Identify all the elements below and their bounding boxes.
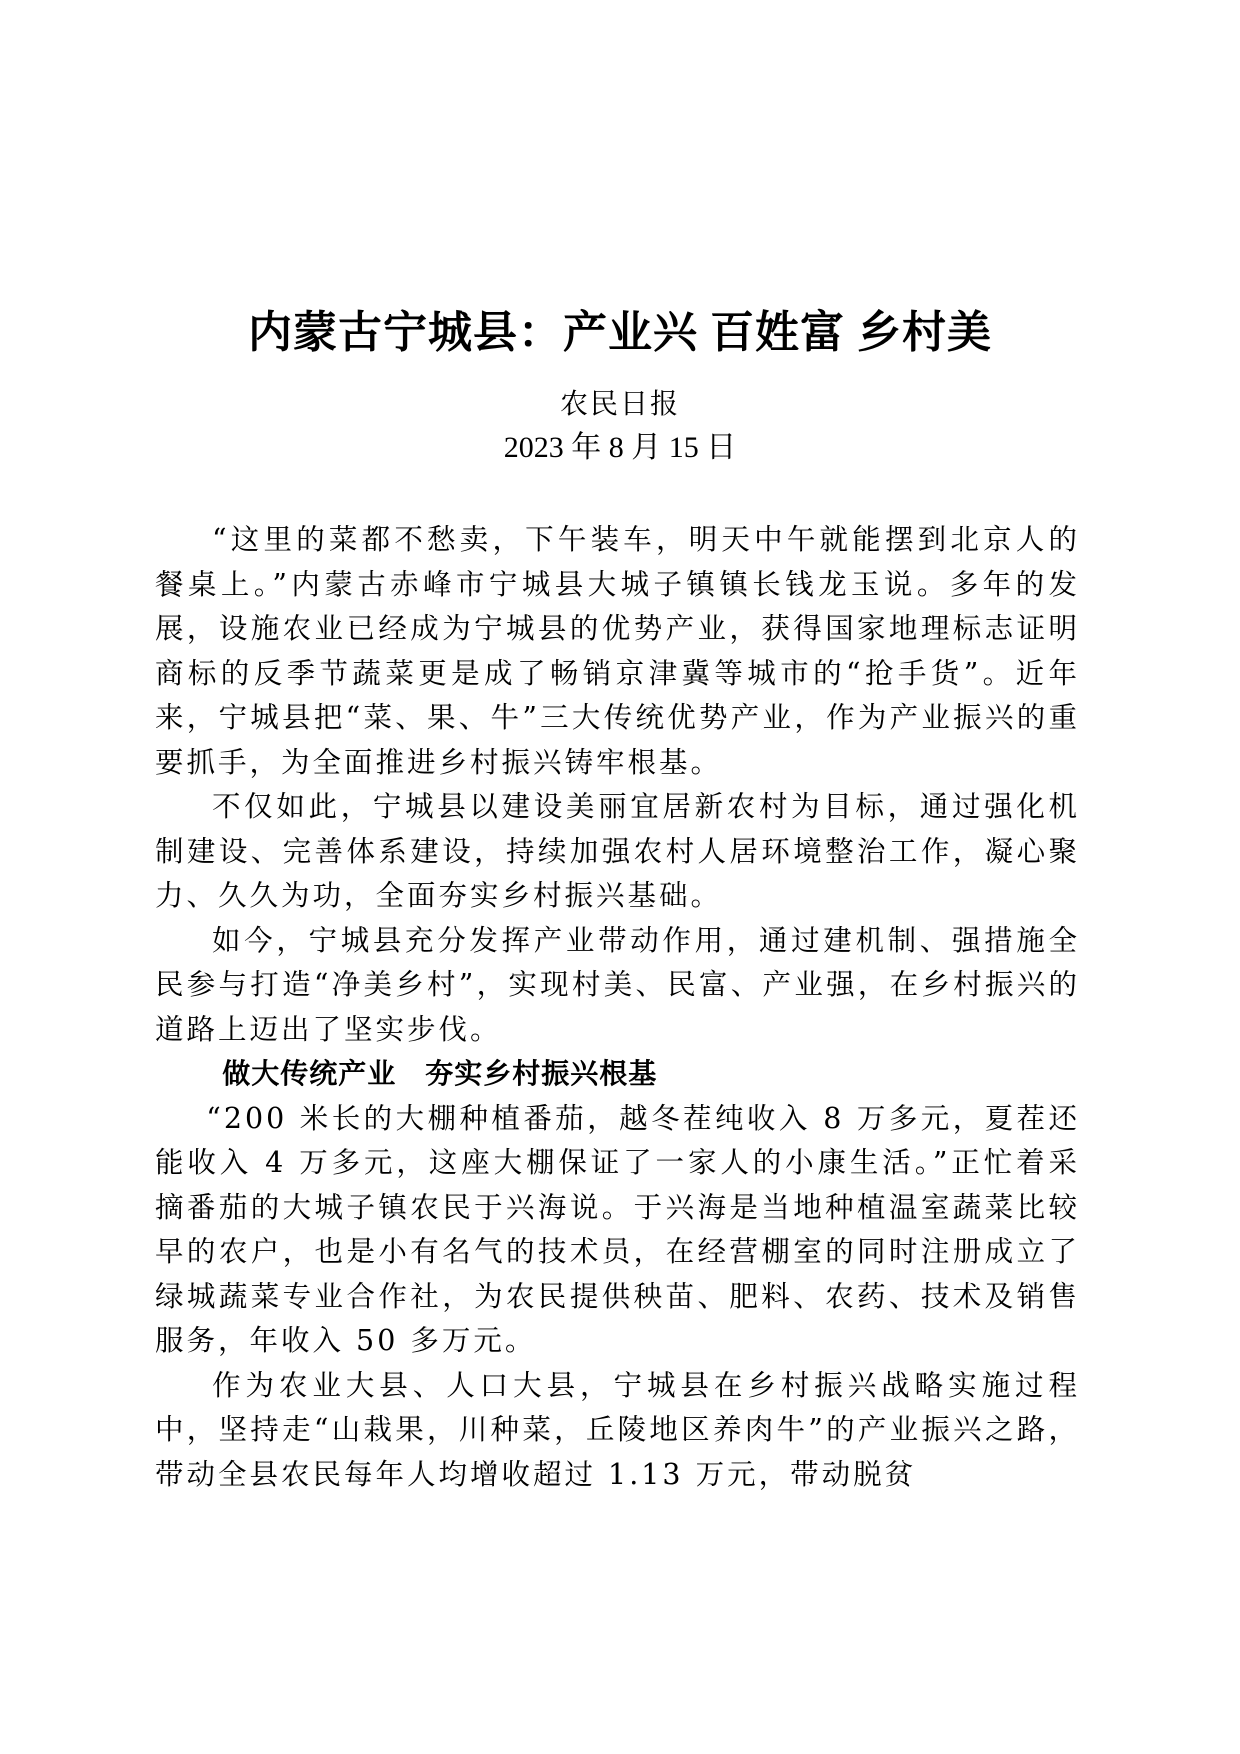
paragraph: 不仅如此，宁城县以建设美丽宜居新农村为目标，通过强化机制建设、完善体系建设，持续加强农村人居环境整治工作，凝心聚力、久久为功，全面夯实乡村振兴基础。 (155, 790, 1080, 912)
paragraph: 作为农业大县、人口大县，宁城县在乡村振兴战略实施过程中，坚持走“山栽果，川种菜，丘陵地区养肉牛”的产业振兴之路，带动全县农民每年人均增收超过 1.13 万元，带动脱贫 (155, 1368, 1080, 1491)
paragraph: “这里的菜都不愁卖，下午装车，明天中午就能摆到北京人的餐桌上。”内蒙古赤峰市宁城县大城子镇镇长钱龙玉说。多年的发展，设施农业已经成为宁城县的优势产业，获得国家地理标志证明商标的反季节蔬菜更是成了畅销京津冀等城市的“抢手货”。近年来，宁城县把“菜、果、牛”三大传统优势产业，作为产业振兴的重要抓手，为全面推进乡村振兴铸牢根基。 (155, 523, 1080, 779)
article-source: 农民日报 (559, 387, 680, 420)
paragraph: “200 米长的大棚种植番茄，越冬茬纯收入 8 万多元，夏茬还能收入 4 万多元，这座大棚保证了一家人的小康生活。”正忙着采摘番茄的大城子镇农民于兴海说。于兴海是当地种植温室蔬菜比较早的农户，也是小有名气的技术员，在经营棚室的同时注册成立了绿城蔬菜专业合作社，为农民提供秧苗、肥料、农药、技术及销售服务，年收入 50 多万元。 (155, 1101, 1080, 1357)
paragraph: 如今，宁城县充分发挥产业带动作用，通过建机制、强措施全民参与打造“净美乡村”，实现村美、民富、产业强，在乡村振兴的道路上迈出了坚实步伐。 (155, 923, 1080, 1046)
article-body (155, 518, 1080, 1497)
section-heading: 做大传统产业 夯实乡村振兴根基 (222, 1057, 658, 1090)
article-date: 2023 年 8 月 15 日 (503, 431, 737, 464)
article-title: 内蒙古宁城县：产业兴 百姓富 乡村美 (248, 308, 992, 357)
